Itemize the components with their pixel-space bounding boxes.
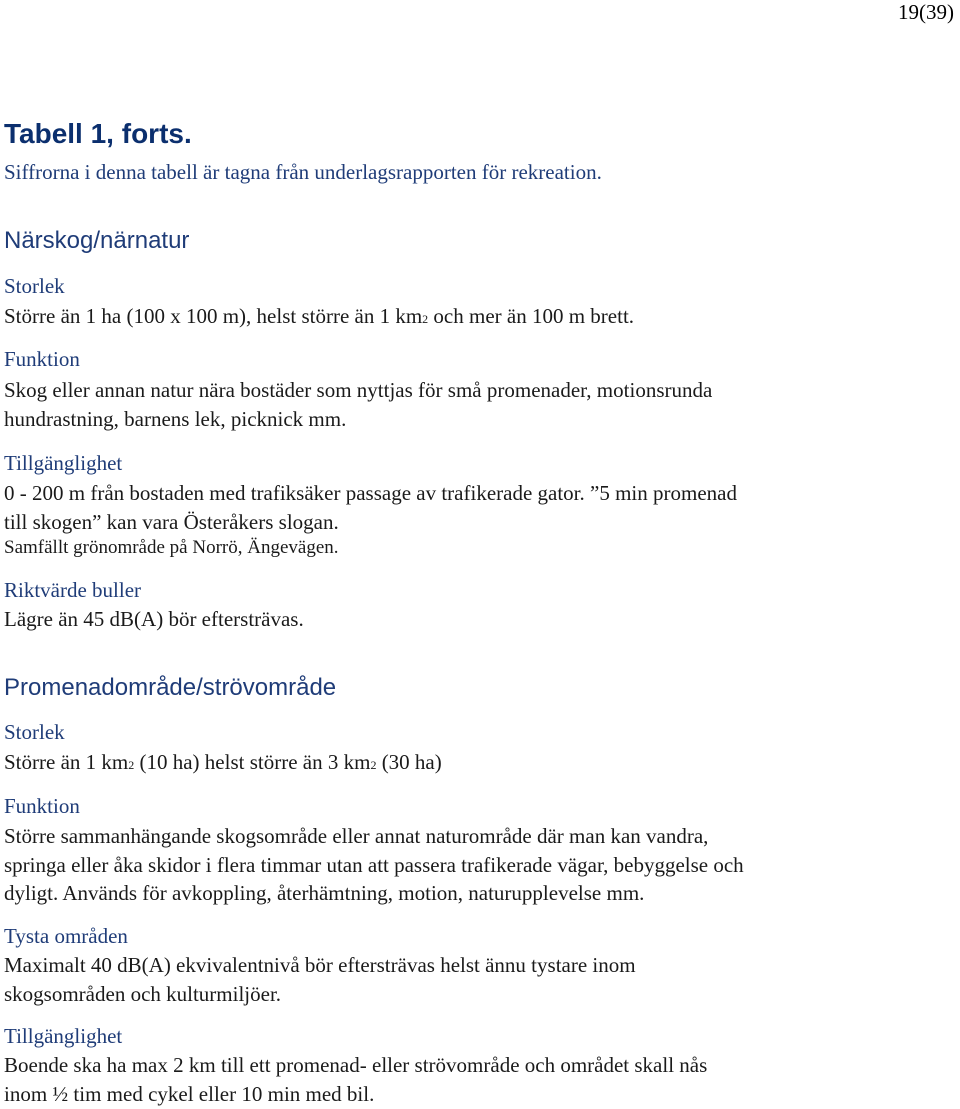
tysta-omraden-label: Tysta områden (4, 924, 128, 948)
tillganglighet-line: inom ½ tim med cykel eller 10 min med bil. (4, 1081, 375, 1106)
funktion-text (4, 822, 954, 908)
funktion-label: Funktion (4, 347, 80, 371)
storlek-text-part-b: (10 ha) helst större än 3 km (134, 750, 371, 774)
section-heading-narskog: Närskog/närnatur (4, 227, 190, 254)
storlek-text-part-a: Större än 1 ha (100 x 100 m), helst större än 1 km (4, 304, 423, 328)
section-heading-promenad: Promenadområde/strövområde (4, 674, 337, 701)
funktion-line: hundrastning, barnens lek, picknick mm. (4, 406, 347, 431)
buller-text: Lägre än 45 dB(A) bör eftersträvas. (4, 607, 304, 631)
funktion-line: dyligt. Används för avkoppling, återhämtning, motion, naturupplevelse mm. (4, 881, 645, 905)
storlek-text-part-b: och mer än 100 m brett. (428, 304, 635, 328)
tysta-line: skogsområden och kulturmiljöer. (4, 981, 282, 1006)
buller-label: Riktvärde buller (4, 578, 142, 602)
tillganglighet-line: Boende ska ha max 2 km till ett promenad- eller strövområde och området skall nås (4, 1053, 708, 1077)
tillganglighet-line: 0 - 200 m från bostaden med trafiksäker passage av trafikerade gator. ”5 min promenad (4, 481, 737, 505)
km-superscript: 2 (370, 758, 377, 772)
tysta-omraden-text (4, 951, 954, 1008)
funktion-line: Större sammanhängande skogsområde eller annat naturområde där man kan vandra, (4, 824, 709, 848)
tillganglighet-text (4, 1051, 954, 1108)
tillganglighet-label: Tillgänglighet (4, 451, 123, 475)
storlek-text-part-c: (30 ha) (376, 750, 442, 774)
page-title: Tabell 1, forts. (4, 118, 192, 149)
page-subtitle: Siffrorna i denna tabell är tagna från underlagsrapporten för rekreation. (4, 160, 602, 184)
tysta-line: Maximalt 40 dB(A) ekvivalentnivå bör eftersträvas helst ännu tystare inom (4, 953, 636, 977)
storlek-text-part-a: Större än 1 km (4, 750, 129, 774)
funktion-text (4, 376, 954, 433)
tillganglighet-line: till skogen” kan vara Österåkers slogan. (4, 509, 339, 534)
storlek-label: Storlek (4, 274, 65, 298)
km-superscript: 2 (128, 758, 135, 772)
storlek-text (4, 748, 954, 780)
samfallt-text: Samfällt grönområde på Norrö, Ängevägen. (4, 537, 339, 558)
tillganglighet-text (4, 479, 954, 536)
storlek-text (4, 302, 954, 334)
km-superscript: 2 (422, 312, 429, 326)
page-number: 19(39) (898, 0, 954, 24)
funktion-label: Funktion (4, 794, 80, 818)
storlek-label: Storlek (4, 720, 65, 744)
tillganglighet-label: Tillgänglighet (4, 1024, 123, 1048)
funktion-line: springa eller åka skidor i flera timmar utan att passera trafikerade vägar, bebyggelse och (4, 852, 744, 877)
funktion-line: Skog eller annan natur nära bostäder som nyttjas för små promenader, motionsrunda (4, 378, 713, 402)
